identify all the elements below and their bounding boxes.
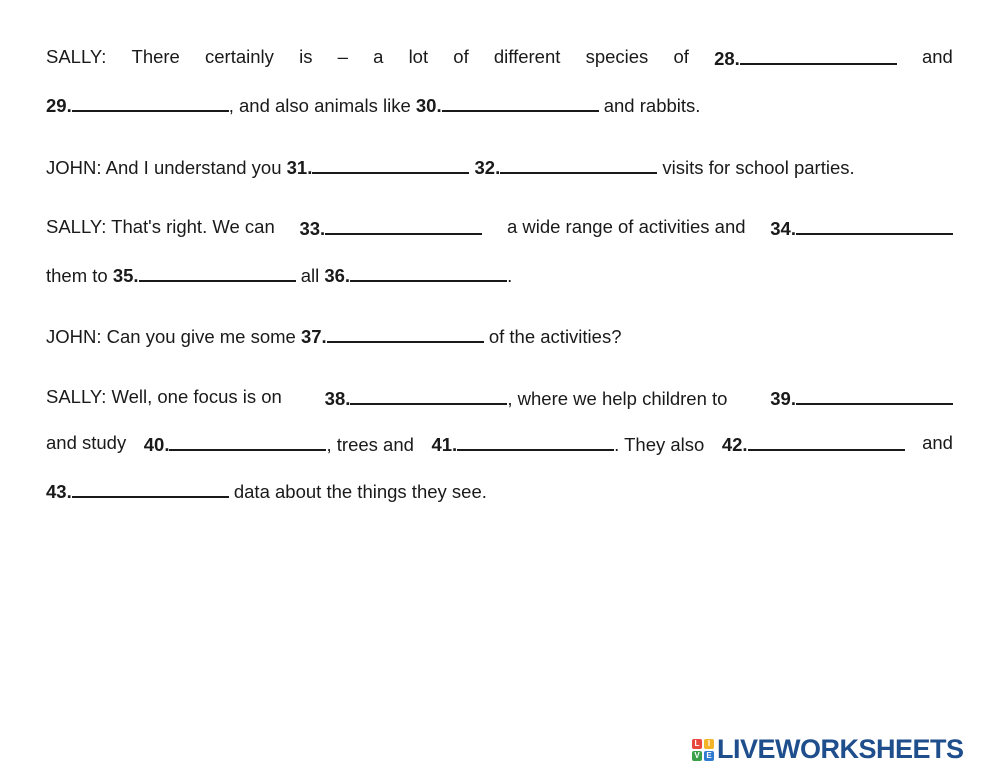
gap-38 <box>325 385 728 411</box>
sentence-text: visits for school parties. <box>662 157 855 178</box>
word: is <box>299 46 313 67</box>
word: – <box>337 46 348 67</box>
answer-blank-40[interactable] <box>169 431 326 451</box>
dialogue-line-1 <box>46 45 953 71</box>
gap-40 <box>144 431 414 457</box>
dialogue-line-4 <box>46 215 953 241</box>
logo-letter: V <box>692 751 702 761</box>
sentence-text: them to <box>46 265 108 286</box>
word: certainly <box>205 46 274 67</box>
sentence-text: and rabbits. <box>603 95 701 116</box>
question-number: 43. <box>46 481 72 502</box>
gap-39 <box>770 385 953 411</box>
dialogue-line-9 <box>46 478 953 504</box>
sentence-text: of the activities? <box>488 326 622 347</box>
question-number: 40. <box>143 434 170 455</box>
sentence-text: . They also <box>614 434 705 455</box>
answer-blank-36[interactable] <box>350 262 507 282</box>
question-number: 33. <box>299 218 326 239</box>
question-number: 42. <box>721 434 748 455</box>
sentence-text: , trees and <box>326 434 414 455</box>
question-number: 38. <box>324 388 351 409</box>
sentence-text: and <box>922 432 953 453</box>
question-number: 32. <box>474 157 501 178</box>
sentence-text: a wide range of activities and <box>506 216 746 237</box>
word: of <box>453 46 469 67</box>
question-number: 30. <box>415 95 442 116</box>
word: There <box>131 46 180 67</box>
answer-blank-37[interactable] <box>327 323 484 343</box>
gap-28 <box>714 45 897 71</box>
dialogue-line-2 <box>46 92 953 118</box>
answer-blank-41[interactable] <box>457 431 614 451</box>
word: a <box>373 46 384 67</box>
speaker-label: SALLY: <box>46 46 107 67</box>
gap-34 <box>770 215 953 241</box>
dialogue-line-5 <box>46 262 953 288</box>
logo-letter: L <box>692 739 702 749</box>
brand-name: LIVEWORKSHEETS <box>717 734 964 764</box>
dialogue-line-6 <box>46 323 953 349</box>
sentence-text: JOHN: Can you give me some <box>46 326 296 347</box>
answer-blank-39[interactable] <box>796 385 953 405</box>
question-number: 29. <box>46 95 72 116</box>
gap-42 <box>722 431 905 457</box>
question-number: 34. <box>770 218 796 239</box>
answer-blank-29[interactable] <box>72 92 229 112</box>
question-number: 28. <box>714 48 740 69</box>
answer-blank-38[interactable] <box>350 385 507 405</box>
word: of <box>673 46 689 67</box>
word: different <box>493 46 561 67</box>
logo-letter: I <box>704 739 714 749</box>
dialogue-line-8 <box>46 431 953 457</box>
answer-blank-43[interactable] <box>72 478 229 498</box>
sentence-text: SALLY: That's right. We can <box>46 216 275 237</box>
question-number: 37. <box>300 326 327 347</box>
dialogue-line-7 <box>46 385 953 411</box>
sentence-text: and study <box>46 432 127 453</box>
liveworksheets-logo <box>692 734 964 765</box>
gap-33 <box>299 215 482 241</box>
answer-blank-30[interactable] <box>442 92 599 112</box>
logo-mark-icon <box>692 739 714 761</box>
answer-blank-35[interactable] <box>139 262 296 282</box>
answer-blank-31[interactable] <box>312 154 469 174</box>
sentence-text: , and also animals like <box>228 95 411 116</box>
sentence-text: SALLY: Well, one focus is on <box>46 386 282 407</box>
word: lot <box>408 46 429 67</box>
answer-blank-32[interactable] <box>500 154 657 174</box>
question-number: 36. <box>324 265 351 286</box>
sentence-text: . <box>507 265 513 286</box>
gap-41 <box>431 431 704 457</box>
answer-blank-33[interactable] <box>325 215 482 235</box>
answer-blank-34[interactable] <box>796 215 953 235</box>
question-number: 35. <box>112 265 139 286</box>
logo-letter: E <box>704 751 714 761</box>
sentence-text: all <box>300 265 320 286</box>
sentence-text: JOHN: And I understand you <box>46 157 282 178</box>
sentence-text: data about the things they see. <box>233 481 487 502</box>
question-number: 41. <box>431 434 458 455</box>
question-number: 31. <box>286 157 313 178</box>
word: species <box>585 46 649 67</box>
dialogue-line-3 <box>46 154 953 180</box>
answer-blank-28[interactable] <box>740 45 897 65</box>
answer-blank-42[interactable] <box>748 431 905 451</box>
sentence-text: , where we help children to <box>507 388 728 409</box>
word: and <box>921 46 953 67</box>
question-number: 39. <box>770 388 796 409</box>
